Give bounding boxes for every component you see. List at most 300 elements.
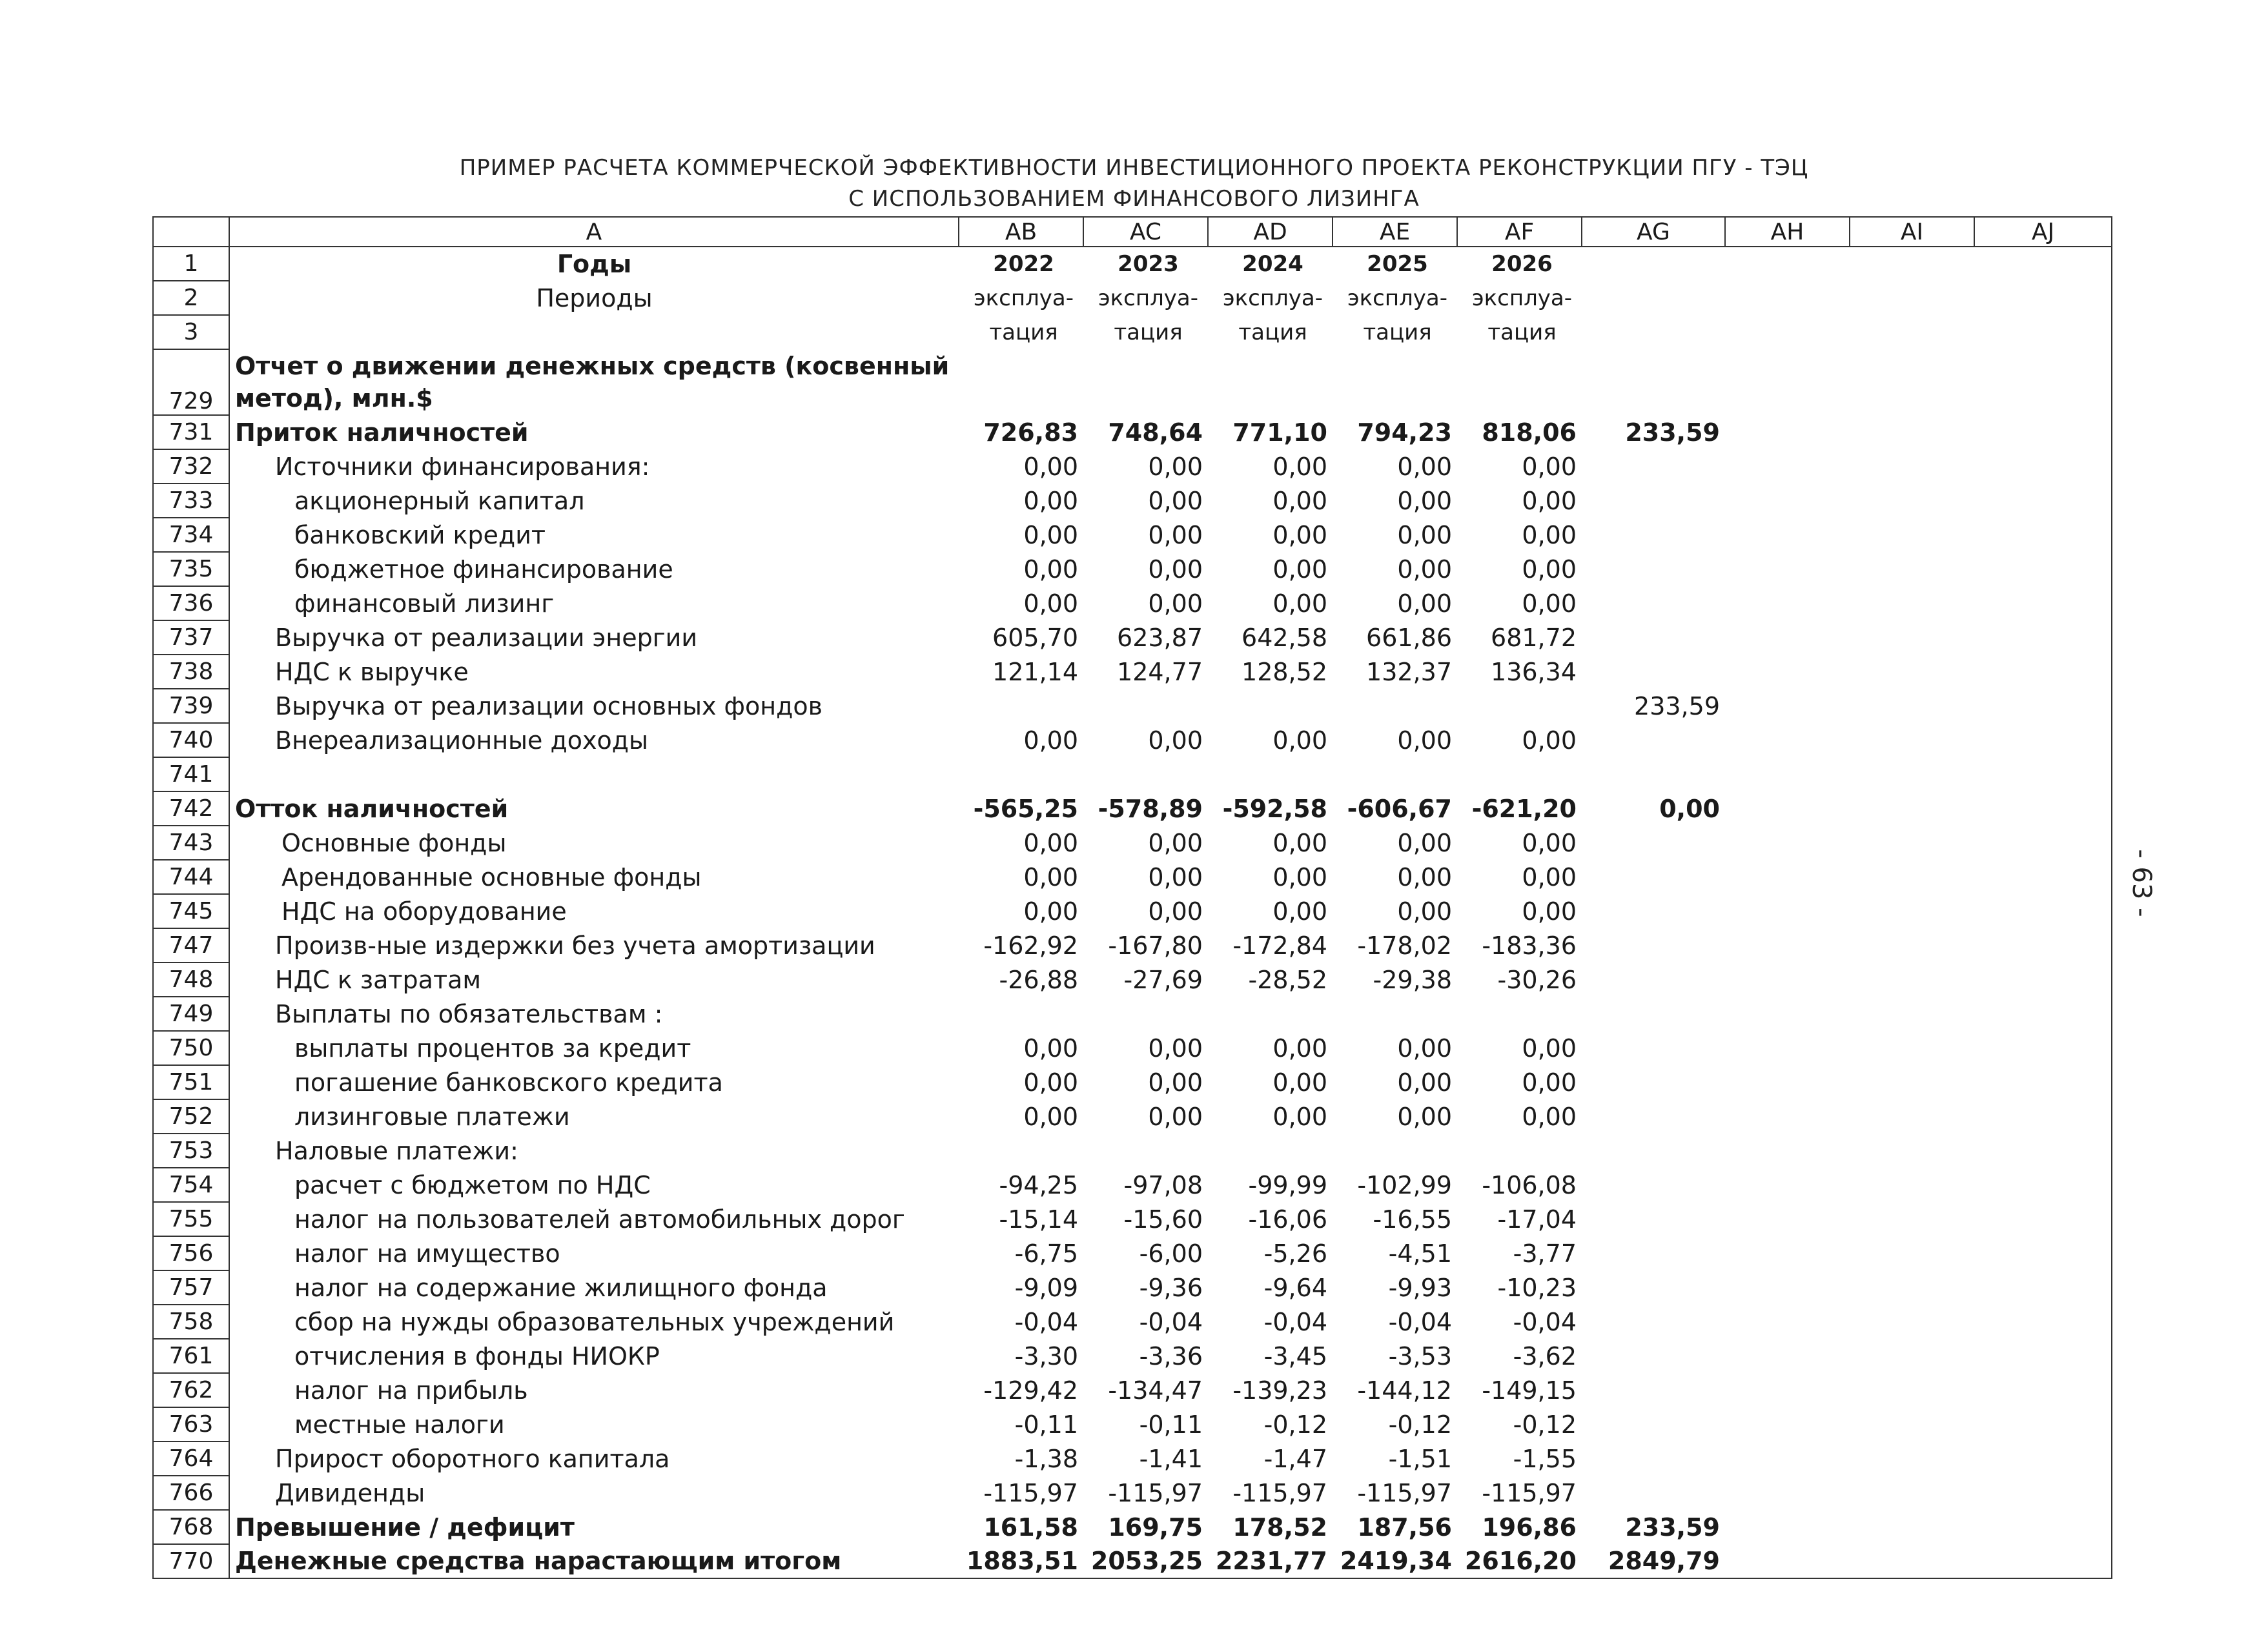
value-cell bbox=[1850, 997, 1974, 1031]
cell: тация bbox=[1363, 319, 1432, 345]
value-cell bbox=[1725, 1373, 1850, 1407]
cell bbox=[1850, 315, 1974, 349]
value-cell: -9,36 bbox=[1139, 1273, 1203, 1302]
value-cell: -3,62 bbox=[1513, 1341, 1577, 1370]
row-number: 751 bbox=[153, 1065, 229, 1099]
value-cell bbox=[1582, 1236, 1725, 1270]
value-cell bbox=[1974, 1476, 2112, 1510]
value-cell: 661,86 bbox=[1366, 623, 1452, 652]
value-cell bbox=[1725, 586, 1850, 620]
table-row bbox=[153, 655, 2112, 689]
value-cell bbox=[1725, 1099, 1850, 1134]
value-cell: -0,04 bbox=[1014, 1307, 1078, 1336]
value-cell: -3,77 bbox=[1513, 1239, 1577, 1268]
value-cell bbox=[1725, 552, 1850, 586]
value-cell bbox=[1850, 689, 1974, 723]
value-cell bbox=[1725, 518, 1850, 552]
value-cell bbox=[1725, 1031, 1850, 1065]
column-letter-af: AF bbox=[1457, 217, 1582, 247]
value-cell: 0,00 bbox=[1148, 1068, 1203, 1097]
value-cell bbox=[1974, 894, 2112, 928]
value-cell: -16,06 bbox=[1248, 1205, 1327, 1234]
row-label: Приток наличностей bbox=[229, 415, 959, 449]
value-cell: -9,64 bbox=[1263, 1273, 1327, 1302]
value-cell: -129,42 bbox=[983, 1376, 1078, 1405]
value-cell bbox=[1974, 1134, 2112, 1168]
cell bbox=[1850, 281, 1974, 315]
table-row bbox=[153, 928, 2112, 962]
report-title bbox=[229, 349, 1582, 415]
value-cell: 818,06 bbox=[1482, 418, 1577, 447]
value-cell: 0,00 bbox=[1148, 862, 1203, 891]
value-cell bbox=[1725, 928, 1850, 962]
row-number: 766 bbox=[153, 1476, 229, 1510]
value-cell bbox=[1850, 1168, 1974, 1202]
value-cell: 0,00 bbox=[1397, 486, 1452, 515]
value-cell: 0,00 bbox=[1023, 726, 1078, 755]
value-cell: 0,00 bbox=[1023, 828, 1078, 857]
value-cell: -26,88 bbox=[999, 965, 1078, 994]
cell bbox=[1582, 315, 1725, 349]
value-cell bbox=[1582, 962, 1725, 997]
value-cell bbox=[1974, 1099, 2112, 1134]
table-row bbox=[153, 1099, 2112, 1134]
value-cell: 0,00 bbox=[1397, 589, 1452, 618]
value-cell bbox=[1974, 1544, 2112, 1578]
value-cell bbox=[1850, 723, 1974, 757]
value-cell: 132,37 bbox=[1366, 657, 1452, 686]
value-cell: 0,00 bbox=[1522, 897, 1577, 926]
row-number: 744 bbox=[153, 860, 229, 894]
value-cell bbox=[1725, 962, 1850, 997]
value-cell: 0,00 bbox=[1522, 555, 1577, 584]
column-letter-a: A bbox=[229, 217, 959, 247]
value-cell bbox=[1850, 1202, 1974, 1236]
value-cell bbox=[1850, 791, 1974, 826]
value-cell: 0,00 bbox=[1397, 520, 1452, 549]
value-cell: -115,97 bbox=[1232, 1478, 1327, 1507]
column-letter-ah: AH bbox=[1725, 217, 1850, 247]
value-cell bbox=[1974, 415, 2112, 449]
value-cell: 0,00 bbox=[1148, 486, 1203, 515]
value-cell: -167,80 bbox=[1108, 931, 1203, 960]
value-cell: -27,69 bbox=[1123, 965, 1203, 994]
cell bbox=[1582, 349, 1725, 415]
value-cell bbox=[1725, 757, 1850, 791]
cell bbox=[1974, 349, 2112, 415]
value-cell bbox=[959, 689, 1083, 723]
value-cell: 136,34 bbox=[1491, 657, 1577, 686]
value-cell: -115,97 bbox=[1108, 1478, 1203, 1507]
value-cell: 0,00 bbox=[1522, 589, 1577, 618]
value-cell: 0,00 bbox=[1023, 1068, 1078, 1097]
value-cell: -10,23 bbox=[1497, 1273, 1577, 1302]
value-cell: -97,08 bbox=[1123, 1170, 1203, 1199]
table-row bbox=[153, 518, 2112, 552]
cell bbox=[1725, 349, 1850, 415]
table-row bbox=[153, 757, 2112, 791]
value-cell: -17,04 bbox=[1497, 1205, 1577, 1234]
value-cell: 124,77 bbox=[1117, 657, 1203, 686]
header-row-2 bbox=[153, 281, 2112, 315]
value-cell: -149,15 bbox=[1482, 1376, 1577, 1405]
value-cell: -1,38 bbox=[1014, 1444, 1078, 1473]
row-number: 739 bbox=[153, 689, 229, 723]
value-cell bbox=[1582, 552, 1725, 586]
row-label: НДС на оборудование bbox=[229, 894, 959, 928]
value-cell bbox=[1725, 655, 1850, 689]
value-cell bbox=[1725, 826, 1850, 860]
value-cell: 0,00 bbox=[1148, 452, 1203, 481]
value-cell: 0,00 bbox=[1272, 1068, 1327, 1097]
value-cell bbox=[1208, 1134, 1333, 1168]
value-cell bbox=[1974, 1031, 2112, 1065]
cell: 2025 bbox=[1367, 251, 1428, 277]
value-cell bbox=[1582, 997, 1725, 1031]
value-cell: -28,52 bbox=[1248, 965, 1327, 994]
row-label: погашение банковского кредита bbox=[229, 1065, 959, 1099]
row-number: 736 bbox=[153, 586, 229, 620]
value-cell: 0,00 bbox=[1522, 452, 1577, 481]
row-number: 768 bbox=[153, 1510, 229, 1544]
value-cell: 0,00 bbox=[1148, 589, 1203, 618]
value-cell bbox=[1974, 962, 2112, 997]
value-cell: -183,36 bbox=[1482, 931, 1577, 960]
row-number: 738 bbox=[153, 655, 229, 689]
row-label: Внереализационные доходы bbox=[229, 723, 959, 757]
value-cell: 0,00 bbox=[1522, 1034, 1577, 1063]
value-cell: -565,25 bbox=[973, 794, 1078, 823]
value-cell bbox=[1850, 757, 1974, 791]
row-number: 750 bbox=[153, 1031, 229, 1065]
row-label: налог на имущество bbox=[229, 1236, 959, 1270]
value-cell: 0,00 bbox=[1397, 897, 1452, 926]
report-title-line2: метод), млн.$ bbox=[235, 384, 433, 412]
value-cell bbox=[1582, 449, 1725, 484]
value-cell bbox=[1333, 689, 1457, 723]
cash-flow-table bbox=[152, 216, 2112, 1579]
row-number: 764 bbox=[153, 1441, 229, 1476]
value-cell bbox=[1974, 518, 2112, 552]
value-cell: -0,12 bbox=[1263, 1410, 1327, 1439]
value-cell: -0,04 bbox=[1263, 1307, 1327, 1336]
row-label: налог на пользователей автомобильных дорог bbox=[229, 1202, 959, 1236]
value-cell: 2419,34 bbox=[1333, 1544, 1457, 1578]
header-row-3 bbox=[153, 315, 2112, 349]
page-number: - 63 - bbox=[2127, 849, 2156, 917]
value-cell: 0,00 bbox=[1148, 1102, 1203, 1131]
value-cell: 0,00 bbox=[1272, 828, 1327, 857]
value-cell: -1,47 bbox=[1263, 1444, 1327, 1473]
document-title: ПРИМЕР РАСЧЕТА КОММЕРЧЕСКОЙ ЭФФЕКТИВНОСТИ ИНВЕСТИЦИОННОГО ПРОЕКТА РЕКОНСТРУКЦИИ ПГУ - ТЭЦ bbox=[459, 155, 1809, 181]
value-cell: -0,11 bbox=[1014, 1410, 1078, 1439]
value-cell bbox=[1850, 962, 1974, 997]
value-cell: 2053,25 bbox=[1083, 1544, 1208, 1578]
value-cell: -592,58 bbox=[1222, 794, 1327, 823]
value-cell bbox=[1582, 1305, 1725, 1339]
value-cell: -1,55 bbox=[1513, 1444, 1577, 1473]
value-cell bbox=[1725, 1065, 1850, 1099]
value-cell bbox=[1725, 1270, 1850, 1305]
value-cell: -621,20 bbox=[1471, 794, 1577, 823]
value-cell: 2849,79 bbox=[1582, 1544, 1725, 1578]
row-label: Превышение / дефицит bbox=[229, 1510, 959, 1544]
value-cell: 0,00 bbox=[1397, 862, 1452, 891]
value-cell: 0,00 bbox=[1023, 897, 1078, 926]
column-letter-ai: AI bbox=[1850, 217, 1974, 247]
row-number: 761 bbox=[153, 1339, 229, 1373]
cell: тация bbox=[989, 319, 1058, 345]
row-number: 742 bbox=[153, 791, 229, 826]
value-cell: -99,99 bbox=[1248, 1170, 1327, 1199]
cell bbox=[1850, 247, 1974, 281]
value-cell: -1,41 bbox=[1139, 1444, 1203, 1473]
value-cell bbox=[1850, 1544, 1974, 1578]
value-cell bbox=[1974, 620, 2112, 655]
value-cell: 0,00 bbox=[1148, 897, 1203, 926]
value-cell: -139,23 bbox=[1232, 1376, 1327, 1405]
value-cell: 642,58 bbox=[1241, 623, 1327, 652]
cell: 2023 bbox=[1118, 251, 1179, 277]
table-row bbox=[153, 1168, 2112, 1202]
column-letter-ab: AB bbox=[959, 217, 1083, 247]
row-label: налог на прибыль bbox=[229, 1373, 959, 1407]
value-cell: -115,97 bbox=[1357, 1478, 1452, 1507]
value-cell: 161,58 bbox=[983, 1512, 1078, 1542]
value-cell bbox=[1974, 1510, 2112, 1544]
value-cell bbox=[1725, 1544, 1850, 1578]
value-cell bbox=[1974, 791, 2112, 826]
value-cell bbox=[1974, 484, 2112, 518]
row-label: налог на содержание жилищного фонда bbox=[229, 1270, 959, 1305]
column-letter-aj: AJ bbox=[1974, 217, 2112, 247]
value-cell bbox=[1582, 620, 1725, 655]
cell bbox=[1725, 247, 1850, 281]
value-cell bbox=[1582, 586, 1725, 620]
table-row bbox=[153, 1065, 2112, 1099]
table-row bbox=[153, 1339, 2112, 1373]
value-cell bbox=[1457, 689, 1582, 723]
value-cell: -9,09 bbox=[1014, 1273, 1078, 1302]
value-cell bbox=[1725, 689, 1850, 723]
report-title-row bbox=[153, 349, 2112, 415]
value-cell: 0,00 bbox=[1522, 1102, 1577, 1131]
row-label: Прирост оборотного капитала bbox=[229, 1441, 959, 1476]
value-cell bbox=[1974, 1407, 2112, 1441]
value-cell bbox=[1582, 928, 1725, 962]
value-cell: 121,14 bbox=[992, 657, 1078, 686]
cell: эксплуа- bbox=[973, 285, 1074, 311]
row-label: выплаты процентов за кредит bbox=[229, 1031, 959, 1065]
value-cell bbox=[1850, 655, 1974, 689]
value-cell bbox=[1582, 1065, 1725, 1099]
column-header-row bbox=[153, 217, 2112, 247]
row-number: 770 bbox=[153, 1544, 229, 1578]
value-cell bbox=[1582, 723, 1725, 757]
table-row bbox=[153, 620, 2112, 655]
row-number: 752 bbox=[153, 1099, 229, 1134]
row-number: 743 bbox=[153, 826, 229, 860]
table-row bbox=[153, 1236, 2112, 1270]
value-cell: -5,26 bbox=[1263, 1239, 1327, 1268]
value-cell: 0,00 bbox=[1397, 1068, 1452, 1097]
cell bbox=[1974, 281, 2112, 315]
value-cell bbox=[1208, 997, 1333, 1031]
value-cell bbox=[1333, 997, 1457, 1031]
value-cell: 0,00 bbox=[1023, 1102, 1078, 1131]
row-label: Периоды bbox=[229, 281, 959, 315]
value-cell bbox=[1725, 1236, 1850, 1270]
value-cell: 623,87 bbox=[1117, 623, 1203, 652]
value-cell: 0,00 bbox=[1023, 555, 1078, 584]
value-cell bbox=[959, 757, 1083, 791]
value-cell: 681,72 bbox=[1491, 623, 1577, 652]
row-label: финансовый лизинг bbox=[229, 586, 959, 620]
cell: 2026 bbox=[1491, 251, 1553, 277]
value-cell: 0,00 bbox=[1272, 452, 1327, 481]
header-row-1 bbox=[153, 247, 2112, 281]
row-label: бюджетное финансирование bbox=[229, 552, 959, 586]
value-cell: 233,59 bbox=[1625, 418, 1720, 447]
value-cell: 0,00 bbox=[1272, 897, 1327, 926]
value-cell: 187,56 bbox=[1357, 1512, 1452, 1542]
row-number: 1 bbox=[153, 247, 229, 281]
value-cell bbox=[1974, 1441, 2112, 1476]
row-label: Произв-ные издержки без учета амортизации bbox=[229, 928, 959, 962]
value-cell bbox=[1083, 689, 1208, 723]
value-cell: 0,00 bbox=[1397, 452, 1452, 481]
cell: тация bbox=[1114, 319, 1183, 345]
row-label: лизинговые платежи bbox=[229, 1099, 959, 1134]
value-cell bbox=[1850, 586, 1974, 620]
value-cell bbox=[1850, 620, 1974, 655]
value-cell: 0,00 bbox=[1522, 828, 1577, 857]
table-row bbox=[153, 894, 2112, 928]
value-cell bbox=[1850, 518, 1974, 552]
value-cell bbox=[1083, 997, 1208, 1031]
row-number: 731 bbox=[153, 415, 229, 449]
value-cell bbox=[1457, 997, 1582, 1031]
value-cell: 0,00 bbox=[1023, 520, 1078, 549]
value-cell bbox=[1725, 1510, 1850, 1544]
table-row bbox=[153, 1476, 2112, 1510]
value-cell bbox=[1974, 655, 2112, 689]
value-cell bbox=[1850, 1339, 1974, 1373]
table-row bbox=[153, 484, 2112, 518]
value-cell bbox=[1974, 826, 2112, 860]
value-cell bbox=[1582, 1099, 1725, 1134]
value-cell bbox=[1974, 689, 2112, 723]
row-number: 740 bbox=[153, 723, 229, 757]
row-label: расчет с бюджетом по НДС bbox=[229, 1168, 959, 1202]
row-number: 729 bbox=[153, 349, 229, 415]
value-cell bbox=[1725, 723, 1850, 757]
value-cell: -115,97 bbox=[983, 1478, 1078, 1507]
row-label: Годы bbox=[229, 247, 959, 281]
value-cell: -3,53 bbox=[1388, 1341, 1452, 1370]
value-cell bbox=[1850, 860, 1974, 894]
value-cell bbox=[1850, 1134, 1974, 1168]
value-cell: 1883,51 bbox=[959, 1544, 1083, 1578]
value-cell bbox=[1974, 1305, 2112, 1339]
value-cell bbox=[1582, 1270, 1725, 1305]
value-cell bbox=[1850, 1236, 1974, 1270]
value-cell bbox=[1582, 1407, 1725, 1441]
value-cell bbox=[1850, 894, 1974, 928]
table-row bbox=[153, 997, 2112, 1031]
row-label: Источники финансирования: bbox=[229, 449, 959, 484]
row-label bbox=[229, 315, 959, 349]
value-cell bbox=[1850, 1065, 1974, 1099]
table-row bbox=[153, 1407, 2112, 1441]
row-number: 732 bbox=[153, 449, 229, 484]
row-number: 757 bbox=[153, 1270, 229, 1305]
row-number: 749 bbox=[153, 997, 229, 1031]
row-number: 755 bbox=[153, 1202, 229, 1236]
value-cell: 0,00 bbox=[1148, 726, 1203, 755]
value-cell: 0,00 bbox=[1272, 726, 1327, 755]
cell bbox=[1974, 247, 2112, 281]
value-cell bbox=[1974, 586, 2112, 620]
value-cell bbox=[1850, 1031, 1974, 1065]
value-cell: 0,00 bbox=[1522, 862, 1577, 891]
value-cell bbox=[1850, 1510, 1974, 1544]
row-number: 2 bbox=[153, 281, 229, 315]
value-cell: 0,00 bbox=[1272, 1034, 1327, 1063]
value-cell: 196,86 bbox=[1482, 1512, 1577, 1542]
value-cell: -172,84 bbox=[1232, 931, 1327, 960]
value-cell bbox=[1582, 860, 1725, 894]
value-cell: -606,67 bbox=[1347, 794, 1452, 823]
value-cell bbox=[1725, 1202, 1850, 1236]
table-row bbox=[153, 552, 2112, 586]
table-row bbox=[153, 1031, 2112, 1065]
value-cell bbox=[1850, 1476, 1974, 1510]
row-number: 758 bbox=[153, 1305, 229, 1339]
value-cell bbox=[1582, 1031, 1725, 1065]
table-row bbox=[153, 1305, 2112, 1339]
value-cell bbox=[1974, 1236, 2112, 1270]
value-cell: -94,25 bbox=[999, 1170, 1078, 1199]
row-number: 763 bbox=[153, 1407, 229, 1441]
value-cell bbox=[1457, 1134, 1582, 1168]
value-cell: 0,00 bbox=[1397, 1034, 1452, 1063]
value-cell: 0,00 bbox=[1023, 862, 1078, 891]
value-cell bbox=[1208, 757, 1333, 791]
value-cell bbox=[1850, 484, 1974, 518]
value-cell bbox=[1725, 449, 1850, 484]
cell: тация bbox=[1487, 319, 1557, 345]
row-number: 3 bbox=[153, 315, 229, 349]
value-cell bbox=[1725, 620, 1850, 655]
cell: 2022 bbox=[993, 251, 1054, 277]
value-cell bbox=[1974, 723, 2112, 757]
row-label: Денежные средства нарастающим итогом bbox=[229, 1544, 959, 1578]
value-cell bbox=[1582, 1373, 1725, 1407]
row-number: 737 bbox=[153, 620, 229, 655]
table-row bbox=[153, 791, 2112, 826]
value-cell: 0,00 bbox=[1397, 828, 1452, 857]
value-cell bbox=[1582, 655, 1725, 689]
row-label: акционерный капитал bbox=[229, 484, 959, 518]
value-cell bbox=[1333, 757, 1457, 791]
cell: эксплуа- bbox=[1347, 285, 1448, 311]
row-number: 747 bbox=[153, 928, 229, 962]
value-cell: 0,00 bbox=[1272, 589, 1327, 618]
report-title-line1: Отчет о движении денежных средств (косвенный bbox=[235, 352, 950, 380]
value-cell: -16,55 bbox=[1373, 1205, 1452, 1234]
row-label: Выручка от реализации основных фондов bbox=[229, 689, 959, 723]
